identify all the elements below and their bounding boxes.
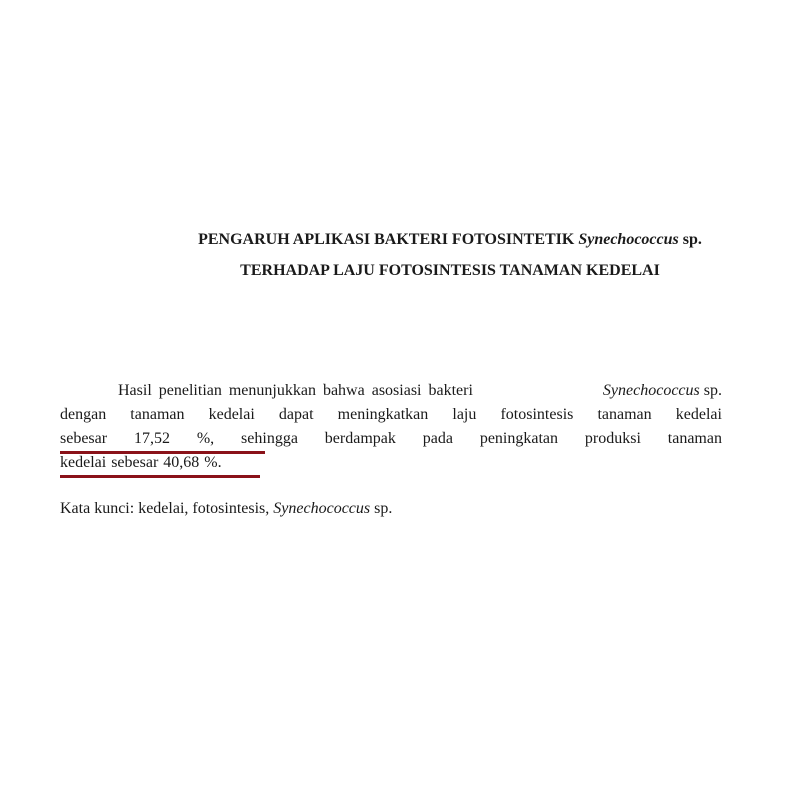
abstract-word: %. — [204, 454, 222, 471]
abstract-word: tanaman — [130, 406, 185, 423]
abstract-line-1-suffix: sp. — [703, 382, 722, 399]
abstract-word: sebesar — [111, 454, 159, 471]
abstract-word: fotosintesis — [500, 406, 574, 423]
abstract-word-group: Hasil penelitian menunjukkan bahwa asosiasi bakteri — [118, 382, 473, 399]
abstract-line-2 — [60, 403, 722, 427]
abstract-word: peningkatan — [479, 430, 559, 447]
abstract-word: laju — [452, 406, 477, 423]
abstract-word: kedelai — [208, 406, 255, 423]
abstract-line-1 — [60, 379, 722, 403]
keywords-label: Kata kunci: kedelai, fotosintesis, — [60, 500, 270, 517]
abstract-word: dengan — [60, 406, 107, 423]
abstract-paragraph — [60, 379, 722, 475]
abstract-word: tanaman — [667, 430, 722, 447]
abstract-species-group — [603, 379, 722, 403]
abstract-word: produksi — [584, 430, 641, 447]
abstract-word: pada — [422, 430, 453, 447]
abstract-line-1-text — [118, 379, 722, 403]
highlight-underline-2 — [60, 475, 260, 478]
abstract-word: dapat — [278, 406, 314, 423]
abstract-species-name: Synechococcus — [602, 382, 700, 399]
paper-title — [60, 224, 780, 286]
abstract-word: berdampak — [324, 430, 396, 447]
abstract-word: 17,52 — [133, 430, 170, 447]
keywords-suffix: sp. — [374, 500, 393, 517]
abstract-word: 40,68 — [163, 454, 200, 471]
title-line-2: TERHADAP LAJU FOTOSINTESIS TANAMAN KEDELAI — [240, 262, 660, 279]
keywords-species-name: Synechococcus — [273, 500, 371, 517]
abstract-line-4 — [60, 451, 722, 475]
keywords-line — [60, 497, 392, 521]
abstract-word: sebesar — [60, 430, 108, 447]
title-species-name: Synechococcus — [578, 231, 679, 248]
title-line-1-suffix: sp. — [682, 231, 702, 248]
abstract-word: kedelai — [675, 406, 722, 423]
abstract-word: sehingga — [241, 430, 298, 447]
abstract-line-3 — [60, 427, 722, 451]
abstract-word: %, — [196, 430, 215, 447]
title-line-1-prefix: PENGARUH APLIKASI BAKTERI FOTOSINTETIK — [198, 231, 575, 248]
abstract-word: tanaman — [597, 406, 652, 423]
title-line-1 — [120, 224, 780, 255]
abstract-word: meningkatkan — [337, 406, 429, 423]
abstract-word: kedelai — [60, 454, 107, 471]
